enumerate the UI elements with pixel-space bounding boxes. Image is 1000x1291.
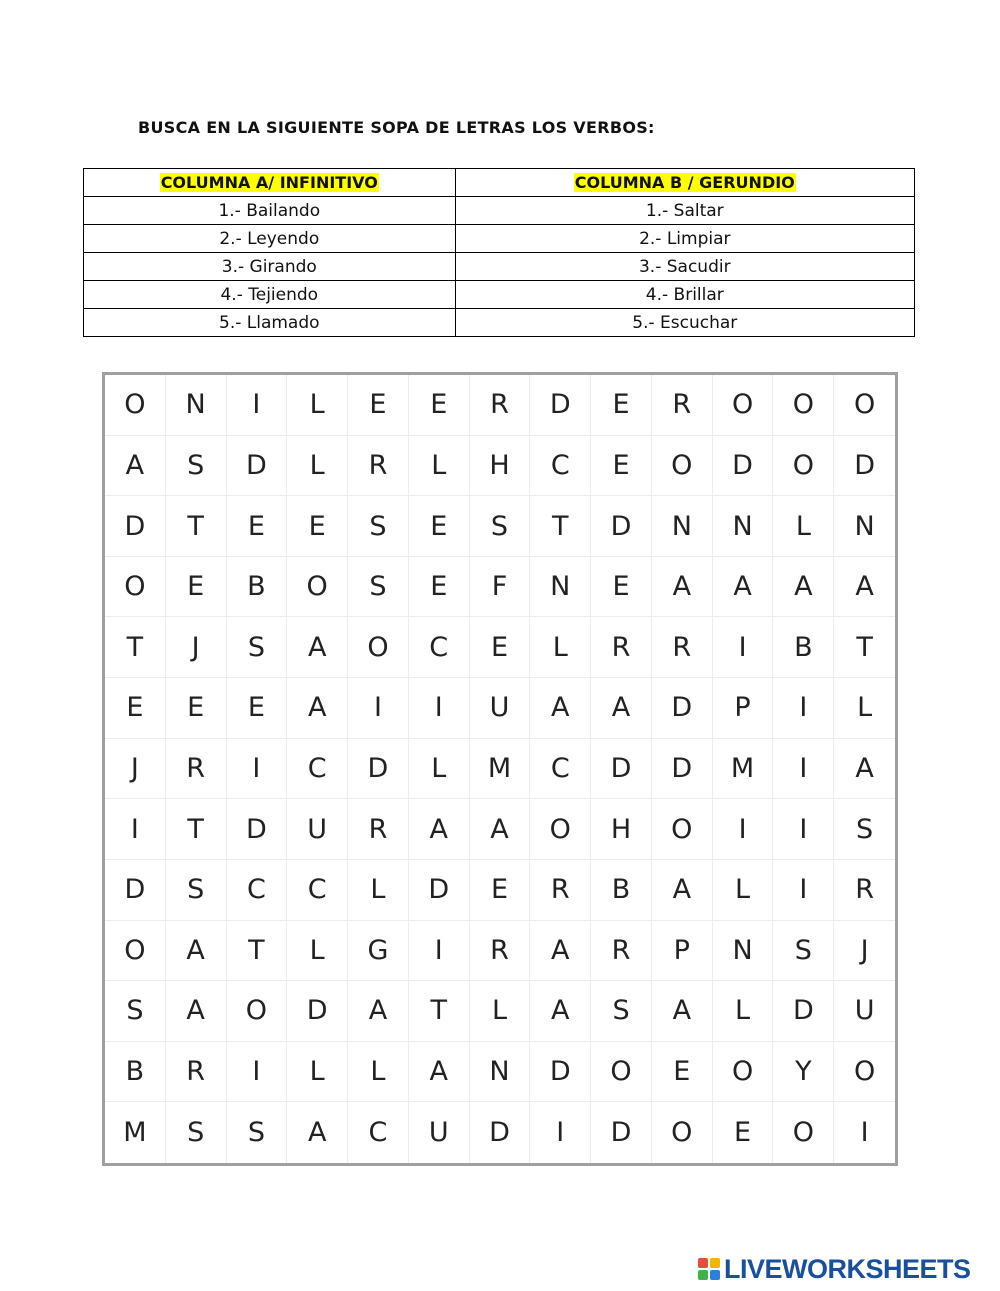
grid-letter[interactable]: L (287, 1042, 348, 1103)
grid-letter[interactable]: I (227, 739, 288, 800)
liveworksheets-logo (698, 1254, 971, 1284)
table-row (84, 309, 915, 337)
grid-letter[interactable]: E (227, 678, 288, 739)
grid-letter[interactable]: S (834, 799, 895, 860)
grid-letter[interactable]: E (105, 678, 166, 739)
grid-letter[interactable]: T (105, 617, 166, 678)
grid-letter[interactable]: S (227, 1102, 288, 1163)
logo-block-icon (710, 1258, 720, 1268)
grid-letter[interactable]: O (834, 375, 895, 436)
grid-letter[interactable]: P (652, 921, 713, 982)
grid-letter[interactable]: D (227, 436, 288, 497)
grid-letter[interactable]: R (591, 921, 652, 982)
grid-letter[interactable]: D (409, 860, 470, 921)
grid-letter[interactable]: T (227, 921, 288, 982)
grid-letter[interactable]: I (348, 678, 409, 739)
grid-letter[interactable]: A (530, 981, 591, 1042)
grid-letter[interactable]: A (652, 981, 713, 1042)
grid-letter[interactable]: A (409, 799, 470, 860)
grid-letter[interactable]: O (773, 1102, 834, 1163)
column-b-header: COLUMNA B / GERUNDIO (455, 169, 914, 197)
grid-letter[interactable]: O (713, 375, 774, 436)
grid-letter[interactable]: S (227, 617, 288, 678)
grid-letter[interactable]: O (652, 799, 713, 860)
grid-letter[interactable]: I (227, 375, 288, 436)
column-b-cell: 4.- Brillar (455, 281, 914, 309)
grid-letter[interactable]: C (530, 739, 591, 800)
grid-letter[interactable]: U (834, 981, 895, 1042)
logo-block-icon (710, 1270, 720, 1280)
grid-letter[interactable]: T (166, 496, 227, 557)
grid-letter[interactable]: A (591, 678, 652, 739)
grid-letter[interactable]: O (773, 436, 834, 497)
grid-letter[interactable]: O (530, 799, 591, 860)
grid-letter[interactable]: U (470, 678, 531, 739)
grid-letter[interactable]: S (591, 981, 652, 1042)
grid-letter[interactable]: D (773, 981, 834, 1042)
grid-letter[interactable]: O (105, 921, 166, 982)
grid-letter[interactable]: L (713, 860, 774, 921)
grid-letter[interactable]: E (409, 375, 470, 436)
grid-letter[interactable]: A (530, 678, 591, 739)
grid-letter[interactable]: I (773, 799, 834, 860)
grid-letter[interactable]: U (287, 799, 348, 860)
grid-letter[interactable]: P (713, 678, 774, 739)
grid-letter[interactable]: O (105, 375, 166, 436)
grid-letter[interactable]: B (773, 617, 834, 678)
table-row (84, 253, 915, 281)
grid-letter[interactable]: T (409, 981, 470, 1042)
grid-letter[interactable]: I (713, 799, 774, 860)
grid-letter[interactable]: N (713, 496, 774, 557)
logo-block-icon (698, 1258, 708, 1268)
grid-letter[interactable]: D (470, 1102, 531, 1163)
grid-letter[interactable]: A (287, 617, 348, 678)
grid-letter[interactable]: O (773, 375, 834, 436)
grid-letter[interactable]: T (530, 496, 591, 557)
grid-letter[interactable]: A (166, 921, 227, 982)
grid-letter[interactable]: M (713, 739, 774, 800)
grid-letter[interactable]: D (713, 436, 774, 497)
grid-letter[interactable]: E (287, 496, 348, 557)
grid-letter[interactable]: L (287, 436, 348, 497)
grid-letter[interactable]: L (530, 617, 591, 678)
grid-letter[interactable]: A (409, 1042, 470, 1103)
grid-letter[interactable]: L (348, 860, 409, 921)
grid-letter[interactable]: U (409, 1102, 470, 1163)
grid-letter[interactable]: D (530, 1042, 591, 1103)
grid-letter[interactable]: L (409, 436, 470, 497)
grid-letter[interactable]: D (530, 375, 591, 436)
grid-letter[interactable]: A (287, 1102, 348, 1163)
grid-letter[interactable]: E (713, 1102, 774, 1163)
grid-letter[interactable]: C (530, 436, 591, 497)
grid-letter[interactable]: I (409, 678, 470, 739)
grid-letter[interactable]: A (348, 981, 409, 1042)
grid-letter[interactable]: E (652, 1042, 713, 1103)
grid-letter[interactable]: A (834, 739, 895, 800)
grid-letter[interactable]: I (860, 1117, 869, 1149)
grid-letter[interactable]: D (591, 739, 652, 800)
grid-letter[interactable]: D (348, 739, 409, 800)
grid-letter[interactable]: J (105, 739, 166, 800)
grid-letter[interactable]: S (166, 1102, 227, 1163)
grid-letter[interactable]: O (834, 1042, 895, 1103)
verbs-table (83, 168, 915, 337)
grid-letter[interactable]: O (105, 557, 166, 618)
column-a-header: COLUMNA A/ INFINITIVO (84, 169, 456, 197)
grid-letter[interactable]: H (591, 799, 652, 860)
grid-letter[interactable]: A (470, 799, 531, 860)
grid-letter[interactable]: L (713, 981, 774, 1042)
table-header-row (84, 169, 915, 197)
logo-block-icon (698, 1270, 708, 1280)
table-row (84, 197, 915, 225)
grid-letter[interactable]: C (287, 860, 348, 921)
grid-letter[interactable]: L (470, 981, 531, 1042)
grid-letter[interactable]: O (591, 1042, 652, 1103)
grid-letter[interactable]: L (287, 921, 348, 982)
grid-letter[interactable]: I (773, 678, 834, 739)
grid-letter[interactable]: I (773, 860, 834, 921)
column-b-cell: 5.- Escuchar (455, 309, 914, 337)
grid-letter[interactable]: S (166, 436, 227, 497)
grid-letter[interactable]: D (834, 436, 895, 497)
grid-letter[interactable]: E (591, 375, 652, 436)
grid-letter[interactable]: B (591, 860, 652, 921)
grid-letter[interactable]: O (652, 436, 713, 497)
grid-letter[interactable]: A (713, 557, 774, 618)
column-a-cell: 1.- Bailando (84, 197, 456, 225)
grid-letter[interactable]: J (166, 617, 227, 678)
grid-letter[interactable]: D (105, 860, 166, 921)
word-search-grid (105, 375, 895, 1163)
grid-letter[interactable]: N (652, 496, 713, 557)
grid-letter[interactable]: L (409, 739, 470, 800)
grid-letter[interactable]: A (287, 678, 348, 739)
grid-letter[interactable]: I (105, 799, 166, 860)
grid-letter[interactable]: T (834, 617, 895, 678)
grid-letter[interactable]: L (287, 375, 348, 436)
grid-letter[interactable]: I (227, 1042, 288, 1103)
grid-letter[interactable]: R (470, 921, 531, 982)
grid-letter[interactable]: A (652, 557, 713, 618)
grid-letter[interactable]: R (652, 617, 713, 678)
column-a-cell: 5.- Llamado (84, 309, 456, 337)
column-a-cell: 4.- Tejiendo (84, 281, 456, 309)
grid-letter[interactable]: S (105, 981, 166, 1042)
grid-letter[interactable]: N (470, 1042, 531, 1103)
grid-letter[interactable]: D (652, 739, 713, 800)
grid-letter[interactable]: R (348, 436, 409, 497)
grid-letter[interactable]: H (470, 436, 531, 497)
grid-letter[interactable]: E (348, 375, 409, 436)
grid-letter[interactable]: O (348, 617, 409, 678)
grid-letter[interactable]: E (166, 678, 227, 739)
grid-letter[interactable]: R (652, 375, 713, 436)
grid-letter[interactable]: Y (773, 1042, 834, 1103)
grid-letter[interactable]: D (227, 799, 288, 860)
grid-letter[interactable]: I (409, 921, 470, 982)
grid-letter[interactable]: D (591, 1102, 652, 1163)
grid-letter[interactable]: L (834, 678, 895, 739)
grid-letter[interactable]: I (713, 617, 774, 678)
grid-letter[interactable]: O (652, 1102, 713, 1163)
grid-letter[interactable]: B (227, 557, 288, 618)
column-b-cell: 2.- Limpiar (455, 225, 914, 253)
grid-letter[interactable]: T (166, 799, 227, 860)
grid-letter[interactable]: E (470, 617, 531, 678)
grid-letter[interactable]: I (773, 739, 834, 800)
grid-letter[interactable]: E (409, 557, 470, 618)
grid-letter[interactable]: R (348, 799, 409, 860)
grid-letter[interactable]: A (773, 557, 834, 618)
column-a-cell: 3.- Girando (84, 253, 456, 281)
grid-letter[interactable]: J (834, 921, 895, 982)
grid-letter[interactable]: N (713, 921, 774, 982)
grid-letter[interactable]: M (105, 1102, 166, 1163)
grid-letter[interactable]: S (470, 496, 531, 557)
grid-letter[interactable]: D (652, 678, 713, 739)
column-a-cell: 2.- Leyendo (84, 225, 456, 253)
grid-letter[interactable]: R (470, 375, 531, 436)
grid-letter[interactable]: D (105, 496, 166, 557)
grid-letter[interactable]: R (166, 1042, 227, 1103)
grid-letter[interactable]: R (530, 860, 591, 921)
grid-letter[interactable]: S (348, 557, 409, 618)
grid-letter[interactable]: A (105, 436, 166, 497)
grid-letter[interactable]: F (470, 557, 531, 618)
grid-letter[interactable]: G (348, 921, 409, 982)
grid-letter[interactable]: A (166, 981, 227, 1042)
grid-letter[interactable]: R (834, 860, 895, 921)
grid-letter[interactable]: C (409, 617, 470, 678)
grid-letter[interactable]: E (409, 496, 470, 557)
grid-letter[interactable]: S (166, 860, 227, 921)
logo-icon (698, 1258, 720, 1280)
grid-letter[interactable]: I (530, 1102, 591, 1163)
table-row (84, 225, 915, 253)
grid-letter[interactable]: E (166, 557, 227, 618)
grid-letter[interactable]: R (591, 617, 652, 678)
grid-letter[interactable]: N (166, 375, 227, 436)
grid-letter[interactable]: M (470, 739, 531, 800)
grid-letter[interactable]: E (470, 860, 531, 921)
grid-letter[interactable]: E (591, 557, 652, 618)
word-search-frame (102, 372, 898, 1166)
instruction-heading: BUSCA EN LA SIGUIENTE SOPA DE LETRAS LOS VERBOS: (138, 118, 655, 137)
grid-letter[interactable]: N (530, 557, 591, 618)
column-b-cell: 1.- Saltar (455, 197, 914, 225)
table-row (84, 281, 915, 309)
grid-letter[interactable]: C (348, 1102, 409, 1163)
grid-letter[interactable]: C (227, 860, 288, 921)
grid-letter[interactable]: D (287, 981, 348, 1042)
grid-letter[interactable]: D (591, 496, 652, 557)
grid-letter[interactable]: L (348, 1042, 409, 1103)
grid-letter[interactable]: E (227, 496, 288, 557)
grid-letter[interactable]: S (348, 496, 409, 557)
grid-letter[interactable]: A (834, 557, 895, 618)
grid-letter[interactable]: N (834, 496, 895, 557)
grid-letter[interactable]: O (227, 981, 288, 1042)
column-b-cell: 3.- Sacudir (455, 253, 914, 281)
grid-letter[interactable]: B (105, 1042, 166, 1103)
grid-letter[interactable]: S (773, 921, 834, 982)
grid-letter[interactable]: O (713, 1042, 774, 1103)
grid-letter[interactable]: E (591, 436, 652, 497)
logo-text: LIVEWORKSHEETS (724, 1253, 971, 1284)
grid-letter[interactable]: C (287, 739, 348, 800)
grid-letter[interactable]: L (773, 496, 834, 557)
grid-letter[interactable]: O (287, 557, 348, 618)
grid-letter[interactable]: A (530, 921, 591, 982)
grid-letter[interactable]: A (652, 860, 713, 921)
grid-letter[interactable]: R (166, 739, 227, 800)
